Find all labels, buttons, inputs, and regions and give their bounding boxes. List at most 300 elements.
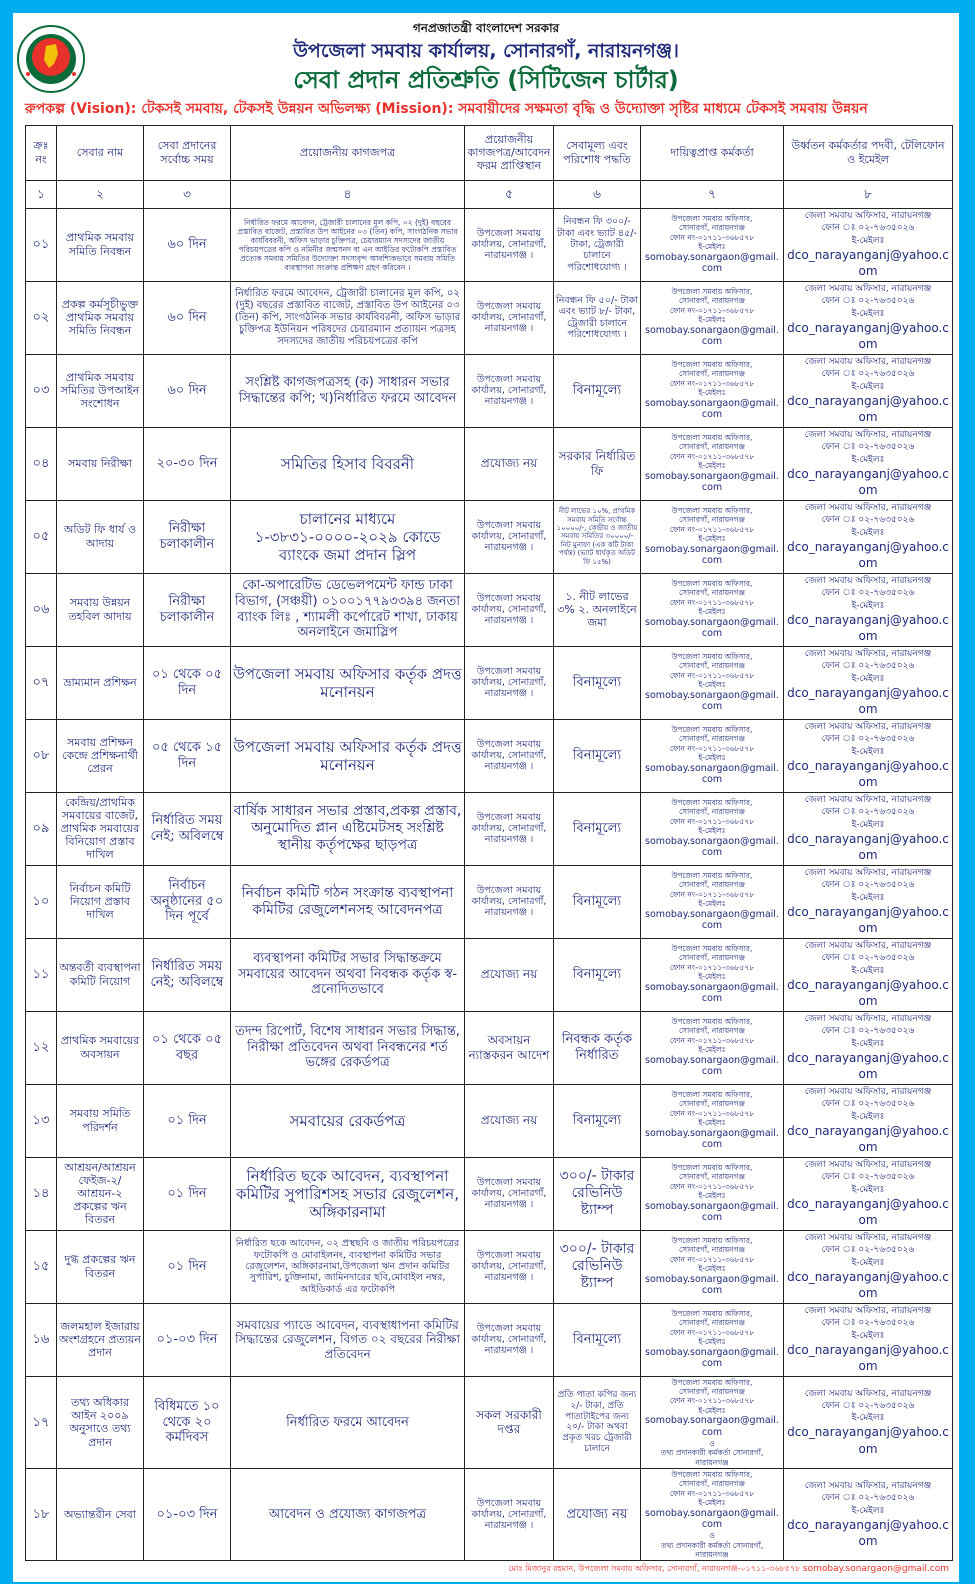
officer-email-label: ই-মেইলঃ: [698, 1045, 726, 1055]
table-row: [26, 1230, 953, 1303]
superior-email: dco_narayanganj@yahoo.com: [787, 977, 949, 1008]
service-name: অন্তবর্তী ব্যবস্থাপনা কমিটি নিয়োগ: [57, 938, 144, 1011]
footer-credit-text: মোঃ মিজানুর রহমান, উপজেলা সমবায় অফিসার, সোনারগাঁ, নারায়নগঞ্জ-০১৭১১-৩৬৮৫৭৮: [508, 1564, 801, 1574]
serial-number: ০৪: [26, 427, 57, 500]
superior-officer: [784, 792, 953, 865]
superior-email: dco_narayanganj@yahoo.com: [787, 1123, 949, 1154]
officer-email-label: ই-মেইলঃ: [698, 607, 726, 617]
required-documents: সমবায়ের প্যাডে আবেদন, ব্যবস্থাধাপনা কমিটির সিদ্ধান্তের রেজুলেশন, বিগত ০২ বছরের নিরীক্ষা প্রতিবেদন: [231, 1303, 465, 1376]
serial-number: ১৩: [26, 1084, 57, 1157]
officer-email: somobay.sonargaon@gmail.com: [645, 1200, 779, 1224]
officer-email-label: ই-মেইলঃ: [698, 1405, 726, 1415]
service-name: অডিট ফি ধার্য ও আদায়: [57, 500, 144, 573]
officer-line1: উপজেলা সমবায় অফিসার,: [671, 1017, 753, 1027]
table-row: [26, 427, 953, 500]
superior-email-label: ই-মেইলঃ: [851, 673, 885, 684]
service-name: কেন্দ্রিয়/প্রাথমিক সমবায়ের বাজেট, প্রাথমিক সমবায়ের বিনিয়োগ প্রস্তাব দাখিল: [57, 792, 144, 865]
superior-phone: ফোন ঃ ০২-৭৬৩৫০২৬: [821, 1493, 915, 1504]
superior-phone: ফোন ঃ ০২-৭৬৩৫০২৬: [821, 369, 915, 380]
government-heading: গনপ্রজাতন্ত্রী বাংলাদেশ সরকার: [412, 21, 560, 35]
officer-phone: ফোন নং-০১৭১১-৩৬৮৫৭৮: [669, 232, 755, 242]
serial-number: ০৬: [26, 573, 57, 646]
responsible-officer: [641, 792, 784, 865]
form-source: উপজেলা সমবায় কার্যালয়, সোনারগাঁ, নারায়নগঞ্জ ।: [465, 1230, 554, 1303]
serial-number: ০৭: [26, 646, 57, 719]
superior-officer: [784, 1084, 953, 1157]
responsible-officer: [641, 281, 784, 354]
superior-line1: জেলা সমবায় অফিসার, নারায়নগঞ্জ: [804, 1388, 932, 1399]
table-row: [26, 500, 953, 573]
required-documents: নির্ধারিত ছকে আবেদন, ০২ প্রস্থছবি ও জাতীয় পরিচয়পত্রের ফটোকপি ও মোবাইলনং, ব্যবস্থাপনা কমিটির সভার রেজুলেশন, অঙ্গিকারনামা,উপজেলা ঋন প্রদান কমিটির সুপারিশ, চুক্তিনামা, জামিনদারের ছবি,মোবাইল নম্বর, আইডিকার্ড এর ফটোকপি: [231, 1230, 465, 1303]
superior-email: dco_narayanganj@yahoo.com: [787, 466, 949, 497]
superior-phone: ফোন ঃ ০২-৭৬৩৫০২৬: [821, 953, 915, 964]
required-documents: নির্ধারিত ছকে আবেদন, ব্যবস্থাপনা কমিটির সুপারিশসহ সভার রেজুলেশন, অঙ্গিকারনামা: [231, 1157, 465, 1230]
superior-officer: [784, 1376, 953, 1468]
officer-phone: ফোন নং-০১৭১১-৩৬৮৫৭৮: [669, 962, 755, 972]
responsible-officer: [641, 208, 784, 281]
government-seal-logo: [16, 24, 86, 94]
fee-payment: বিনামূল্যে: [554, 719, 641, 792]
service-name: প্রাথমিক সমবায়ের অবসায়ন: [57, 1011, 144, 1084]
form-source: প্রযোজ্য নয়: [465, 1084, 554, 1157]
footer-credit: [13, 1564, 949, 1576]
officer-email: somobay.sonargaon@gmail.com: [645, 251, 779, 275]
superior-officer: [784, 719, 953, 792]
officer-line1: উপজেলা সমবায় অফিসার,: [671, 214, 753, 224]
officer-and: ও: [709, 1531, 715, 1541]
responsible-officer: [641, 1157, 784, 1230]
officer-line1: উপজেলা সমবায় অফিসার,: [671, 287, 753, 297]
officer-line1: উপজেলা সমবায় অফিসার,: [671, 1163, 753, 1173]
required-documents: বার্ষিক সাধারন সভার প্রস্তাব,প্রকল্প প্রস্তাব, অনুমোদিত প্লান এষ্টিমেটসহ সংশ্লিষ্ট স্থানীয় কর্তৃপক্ষের ছাড়পত্র: [231, 792, 465, 865]
superior-email-label: ই-মেইলঃ: [851, 1505, 885, 1516]
officer-line1: উপজেলা সমবায় অফিসার,: [671, 798, 753, 808]
page-header: [13, 21, 959, 96]
superior-email-label: ই-মেইলঃ: [851, 1184, 885, 1195]
superior-email-label: ই-মেইলঃ: [851, 1038, 885, 1049]
fee-payment: বিনামূল্যে: [554, 1303, 641, 1376]
service-name: সমবায় উন্নয়ন তহবিল আদায়: [57, 573, 144, 646]
officer-phone: ফোন নং-০১৭১১-৩৬৮৫৭৮: [669, 816, 755, 826]
office-heading: উপজেলা সমবায় কার্যালয়, সোনারগাঁ, নারায়নগঞ্জ।: [293, 39, 679, 62]
fee-payment: নিবন্ধক কর্তৃক নির্ধারিত: [554, 1011, 641, 1084]
officer-phone: ফোন নং-০১৭১১-৩৬৮৫৭৮: [669, 524, 755, 534]
responsible-officer: [641, 1376, 784, 1468]
required-documents: নির্ধারিত ফরমে আবেদন, ট্রেজারী চালানের মূল কপি, ০২ (দুই) বছরের প্রস্তাবিত বাজেট, প্রস্তাবিত উপ আইনের ০৩ (তিন) কপি, সাংগঠনিক সভার কার্যবিবরনী, অফিস ভাড়ার চুক্তিপত্র ইউনিয়ন পরিষদের চেয়ারম্যান প্রত্যায়ন পত্রসহ সদস্যদের জাতীয় পরিচয়পত্রের কপি: [231, 281, 465, 354]
officer-info-officer: তথ্য প্রদানকারী কর্মকর্তা সোনারগাঁ, নারায়নগঞ্জ: [660, 1540, 764, 1560]
officer-email-label: ই-মেইলঃ: [698, 1498, 726, 1508]
form-source: উপজেলা সমবায় কার্যালয়, সোনারগাঁ, নারায়নগঞ্জ ।: [465, 354, 554, 427]
form-source: উপজেলা সমবায় কার্যালয়, সোনারগাঁ, নারায়নগঞ্জ ।: [465, 1157, 554, 1230]
superior-phone: ফোন ঃ ০২-৭৬৩৫০২৬: [821, 807, 915, 818]
superior-officer: [784, 1230, 953, 1303]
superior-phone: ফোন ঃ ০২-৭৬৩৫০২৬: [821, 442, 915, 453]
officer-line2: সোনারগাঁ, নারায়নগঞ্জ: [679, 661, 745, 671]
service-name: আশ্রয়ন/আশ্রয়ন ফেইজ-২/ আশ্রয়ন-২ প্রকল্পের ঋন বিতরন: [57, 1157, 144, 1230]
officer-line2: সোনারগাঁ, নারায়নগঞ্জ: [679, 953, 745, 963]
service-name: সমবায় প্রশিক্ষন কেন্দ্রে প্রশিক্ষনার্থী প্রেরন: [57, 719, 144, 792]
officer-email: somobay.sonargaon@gmail.com: [645, 616, 779, 640]
superior-line1: জেলা সমবায় অফিসার, নারায়নগঞ্জ: [804, 211, 932, 222]
superior-phone: ফোন ঃ ০২-৭৬৩৫০২৬: [821, 661, 915, 672]
officer-line1: উপজেলা সমবায় অফিসার,: [671, 1470, 753, 1480]
responsible-officer: [641, 865, 784, 938]
column-number: ৪: [231, 180, 465, 208]
table-row: [26, 865, 953, 938]
service-name: তথ্য অধিকার আইন ২০০৯ অনুসাওে তথ্য প্রদান: [57, 1376, 144, 1468]
officer-phone: ফোন নং-০১৭১১-৩৬৮৫৭৮: [669, 670, 755, 680]
superior-line1: জেলা সমবায় অফিসার, নারায়নগঞ্জ: [804, 284, 932, 295]
officer-email-label: ই-মেইলঃ: [698, 534, 726, 544]
max-time: ৬০ দিন: [144, 281, 231, 354]
superior-email: dco_narayanganj@yahoo.com: [787, 612, 949, 643]
officer-email-label: ই-মেইলঃ: [698, 242, 726, 252]
header-row: [26, 125, 953, 180]
table-row: [26, 281, 953, 354]
superior-officer: [784, 865, 953, 938]
superior-phone: ফোন ঃ ০২-৭৬৩৫০২৬: [821, 1099, 915, 1110]
superior-phone: ফোন ঃ ০২-৭৬৩৫০২৬: [821, 1401, 915, 1412]
officer-email: somobay.sonargaon@gmail.com: [645, 1273, 779, 1297]
superior-email: dco_narayanganj@yahoo.com: [787, 1425, 949, 1456]
officer-line1: উপজেলা সমবায় অফিসার,: [671, 1090, 753, 1100]
column-number-row: [26, 180, 953, 208]
superior-officer: [784, 500, 953, 573]
column-number: ৭: [641, 180, 784, 208]
service-name: সমবায় নিরীক্ষা: [57, 427, 144, 500]
serial-number: ১৫: [26, 1230, 57, 1303]
officer-line2: সোনারগাঁ, নারায়নগঞ্জ: [679, 1387, 745, 1397]
superior-email: dco_narayanganj@yahoo.com: [787, 1269, 949, 1300]
column-number: ৫: [465, 180, 554, 208]
officer-line2: সোনারগাঁ, নারায়নগঞ্জ: [679, 807, 745, 817]
superior-phone: ফোন ঃ ০২-৭৬৩৫০২৬: [821, 880, 915, 891]
max-time: নির্বাচন অনুষ্ঠানের ৫০ দিন পূর্বে: [144, 865, 231, 938]
required-documents: সংশ্লিষ্ট কাগজপত্রসহ (ক) সাধারন সভার সিদ্ধান্তের কপি; খ)নির্ধারিত ফরমে আবেদন: [231, 354, 465, 427]
fee-payment: বিনামূল্যে: [554, 1084, 641, 1157]
responsible-officer: [641, 1469, 784, 1561]
form-source: প্রযোজ্য নয়: [465, 938, 554, 1011]
superior-line1: জেলা সমবায় অফিসার, নারায়নগঞ্জ: [804, 1233, 932, 1244]
serial-number: ১১: [26, 938, 57, 1011]
form-source: উপজেলা সমবায় কার্যালয়, সোনারগাঁ, নারায়নগঞ্জ ।: [465, 792, 554, 865]
responsible-officer: [641, 1084, 784, 1157]
form-source: সকল সরকারী দপ্তর: [465, 1376, 554, 1468]
serial-number: ১৬: [26, 1303, 57, 1376]
officer-email: somobay.sonargaon@gmail.com: [645, 762, 779, 786]
service-name: অভ্যান্তরীন সেবা: [57, 1469, 144, 1561]
fee-payment: প্রযোজ্য নয়: [554, 1469, 641, 1561]
max-time: ২০-৩০ দিন: [144, 427, 231, 500]
superior-email-label: ই-মেইলঃ: [851, 892, 885, 903]
officer-email-label: ই-মেইলঃ: [698, 826, 726, 836]
service-name: সমবায় সমিতি পরিদর্শন: [57, 1084, 144, 1157]
service-name: প্রাথমিক সমবায় সমিতি নিবন্ধন: [57, 208, 144, 281]
max-time: বিধিমতে ১০ থেকে ২০ কর্মদিবস: [144, 1376, 231, 1468]
superior-email: dco_narayanganj@yahoo.com: [787, 904, 949, 935]
required-documents: তদন্দ রিপোর্ট, বিশেষ সাধারন সভার সিদ্ধান্ত, নিরীক্ষা প্রতিবেদন অথবা নিবন্ধনের শর্ত ভঙ্গের রেকর্ডপত্র: [231, 1011, 465, 1084]
officer-email-label: ই-মেইলঃ: [698, 1337, 726, 1347]
officer-line2: সোনারগাঁ, নারায়নগঞ্জ: [679, 1245, 745, 1255]
table-row: [26, 573, 953, 646]
column-number: ৬: [554, 180, 641, 208]
service-name: জলমহাল ইজারায় অংশগ্রহনে প্রত্যয়ন প্রদান: [57, 1303, 144, 1376]
responsible-officer: [641, 500, 784, 573]
officer-email: somobay.sonargaon@gmail.com: [645, 543, 779, 567]
header-serial: ক্রঃ নং: [26, 125, 57, 180]
superior-line1: জেলা সমবায় অফিসার, নারায়নগঞ্জ: [804, 357, 932, 368]
table-row: [26, 354, 953, 427]
officer-line2: সোনারগাঁ, নারায়নগঞ্জ: [679, 296, 745, 306]
required-documents: ব্যবস্থাপনা কমিটির সভার সিদ্ধান্তক্রমে সমবায়ের আবেদন অথবা নিবন্ধক কর্তৃক স্ব-প্রনোদিতভাবে: [231, 938, 465, 1011]
max-time: ০১ দিন: [144, 1084, 231, 1157]
vision-mission-statement: রুপকল্প (Vision): টেকসই সমবায়, টেকসই উন্নয়ন অভিলক্ষ্য (Mission): সমবায়ীদের সক্ষমতা বৃদ্ধি ও উদ্যোক্তা সৃষ্টির মাধ্যমে টেকসই সমবায় উন্নয়ন: [25, 101, 868, 118]
responsible-officer: [641, 427, 784, 500]
max-time: নিরীক্ষা চলাকালীন: [144, 500, 231, 573]
superior-line1: জেলা সমবায় অফিসার, নারায়নগঞ্জ: [804, 868, 932, 879]
officer-line2: সোনারগাঁ, নারায়নগঞ্জ: [679, 1318, 745, 1328]
required-documents: নির্ধারিত ফরমে আবেদন: [231, 1376, 465, 1468]
officer-email: somobay.sonargaon@gmail.com: [645, 908, 779, 932]
table-row: [26, 646, 953, 719]
table-row: [26, 1469, 953, 1561]
superior-email: dco_narayanganj@yahoo.com: [787, 1196, 949, 1227]
fee-payment: নিবন্ধন ফি ৫০/- টাকা এবং ভ্যাট ৮/- টাকা, ট্রেজারী চালানে পরিশোধযোগ্য ।: [554, 281, 641, 354]
max-time: ৬০ দিন: [144, 354, 231, 427]
officer-email-label: ই-মেইলঃ: [698, 388, 726, 398]
superior-email-label: ই-মেইলঃ: [851, 746, 885, 757]
service-name: দুগ্ধ প্রকল্পের ঋন বিতরন: [57, 1230, 144, 1303]
officer-email-label: ই-মেইলঃ: [698, 899, 726, 909]
document-panel: [13, 13, 959, 1582]
officer-email: somobay.sonargaon@gmail.com: [645, 470, 779, 494]
superior-email: dco_narayanganj@yahoo.com: [787, 247, 949, 278]
column-number: ১: [26, 180, 57, 208]
form-source: উপজেলা সমবায় কার্যালয়, সোনারগাঁ, নারায়নগঞ্জ ।: [465, 1469, 554, 1561]
officer-line1: উপজেলা সমবায় অফিসার,: [671, 579, 753, 589]
officer-line2: সোনারগাঁ, নারায়নগঞ্জ: [679, 369, 745, 379]
fee-payment: বিনামূল্যে: [554, 938, 641, 1011]
fee-payment: ১. নীট লাভের ৩% ২. অনলাইনে জমা: [554, 573, 641, 646]
officer-line1: উপজেলা সমবায় অফিসার,: [671, 652, 753, 662]
page-title: সেবা প্রদান প্রতিশ্রুতি (সিটিজেন চার্টার): [293, 66, 679, 95]
column-number: ২: [57, 180, 144, 208]
officer-line2: সোনারগাঁ, নারায়নগঞ্জ: [679, 880, 745, 890]
responsible-officer: [641, 646, 784, 719]
officer-line1: উপজেলা সমবায় অফিসার,: [671, 506, 753, 516]
serial-number: ০৮: [26, 719, 57, 792]
officer-phone: ফোন নং-০১৭১১-৩৬৮৫৭৮: [669, 1327, 755, 1337]
service-name: ভ্রাম্যমান প্রশিক্ষন: [57, 646, 144, 719]
citizen-charter-table: [25, 125, 953, 1562]
officer-phone: ফোন নং-০১৭১১-৩৬৮৫৭৮: [669, 889, 755, 899]
superior-phone: ফোন ঃ ০২-৭৬৩৫০২৬: [821, 734, 915, 745]
officer-email: somobay.sonargaon@gmail.com: [645, 1054, 779, 1078]
serial-number: ০৩: [26, 354, 57, 427]
serial-number: ১০: [26, 865, 57, 938]
serial-number: ১২: [26, 1011, 57, 1084]
superior-line1: জেলা সমবায় অফিসার, নারায়নগঞ্জ: [804, 1160, 932, 1171]
superior-phone: ফোন ঃ ০২-৭৬৩৫০২৬: [821, 1318, 915, 1329]
officer-line2: সোনারগাঁ, নারায়নগঞ্জ: [679, 1172, 745, 1182]
service-name: প্রকল্প কর্মসূচীভুক্ত প্রাথমিক সমবায় সমিতি নিবন্ধন: [57, 281, 144, 354]
required-documents: চালানের মাধ্যমে ১-৩৮৩১-০০০০-২০২৯ কোডে ব্যাংকে জমা প্রদান স্লিপ: [231, 500, 465, 573]
superior-line1: জেলা সমবায় অফিসার, নারায়নগঞ্জ: [804, 649, 932, 660]
superior-officer: [784, 1011, 953, 1084]
superior-officer: [784, 208, 953, 281]
required-documents: সমবায়ের রেকর্ডপত্র: [231, 1084, 465, 1157]
max-time: ৬০ দিন: [144, 208, 231, 281]
header-superior-officer: উর্ধ্বতন কর্মকর্তার পদবী, টেলিফোন ও ইমেইল: [784, 125, 953, 180]
form-source: উপজেলা সমবায় কার্যালয়, সোনারগাঁ, নারায়নগঞ্জ ।: [465, 573, 554, 646]
superior-phone: ফোন ঃ ০২-৭৬৩৫০২৬: [821, 1245, 915, 1256]
officer-phone: ফোন নং-০১৭১১-৩৬৮৫৭৮: [669, 1396, 755, 1406]
superior-officer: [784, 646, 953, 719]
required-documents: নির্ধারিত ফরমে আবেদন, ট্রেজারী চালানের মূল কপি, ০২ (দুই) বছরের প্রস্তাবিত বাজেট, প্রস্তাবিত উপ আইনের ০৩ (তিন) কপি, সাংগঠনিক সভার কার্যবিবরনী, অফিস ভাড়ার চুক্তিপত্র, চেয়ারম্যান সদস্যদের জাতীয় পরিচয়পত্রের কপি ও নমিনীর জন্মসনদ বা এন আইডির ফটোকপি প্রস্তাবিত প্রত্যেক সমবায় সমিতির উদ্যোক্তা সদস্যবৃন্দ আবশ্যিকভাবে সমবায় সমিতি ব্যবস্থাপনা সংক্রান্ত প্রশিক্ষণ গ্রহণ করিবেন ।: [231, 208, 465, 281]
superior-email-label: ই-মেইলঃ: [851, 454, 885, 465]
superior-phone: ফোন ঃ ০২-৭৬৩৫০২৬: [821, 588, 915, 599]
officer-line1: উপজেলা সমবায় অফিসার,: [671, 1309, 753, 1319]
responsible-officer: [641, 719, 784, 792]
superior-line1: জেলা সমবায় অফিসার, নারায়নগঞ্জ: [804, 1087, 932, 1098]
fee-payment: বিনামূল্যে: [554, 354, 641, 427]
superior-email-label: ই-মেইলঃ: [851, 965, 885, 976]
required-documents: সমিতির হিসাব বিবরনী: [231, 427, 465, 500]
responsible-officer: [641, 573, 784, 646]
max-time: ০১ দিন: [144, 1157, 231, 1230]
superior-line1: জেলা সমবায় অফিসার, নারায়নগঞ্জ: [804, 1481, 932, 1492]
superior-email: dco_narayanganj@yahoo.com: [787, 1342, 949, 1373]
max-time: নিরীক্ষা চলাকালীন: [144, 573, 231, 646]
fee-payment: ৩০০/- টাকার রেভিনিউ ষ্ট্যাম্প: [554, 1157, 641, 1230]
fee-payment: নীট লাভের ১০%, প্রাথমিক সমবায় সমিতি সর্বোচ্চ ১০০০০/-, কেন্দ্রীয় ও জাতীয় সমবায় সমিতির ৩০০০০/- নিট মুনাফা (এক কটি টাকা পর্যন্ত) (ভ্যাট ধার্যকৃত অডিট ফি ১৫%): [554, 500, 641, 573]
superior-email-label: ই-মেইলঃ: [851, 819, 885, 830]
officer-email: somobay.sonargaon@gmail.com: [645, 397, 779, 421]
superior-email: dco_narayanganj@yahoo.com: [787, 320, 949, 351]
superior-line1: জেলা সমবায় অফিসার, নারায়নগঞ্জ: [804, 576, 932, 587]
service-name: নির্বাচন কমিটি নিয়োগ প্রস্তাব দাখিল: [57, 865, 144, 938]
officer-email: somobay.sonargaon@gmail.com: [645, 324, 779, 348]
max-time: ০৫ থেকে ১৫ দিন: [144, 719, 231, 792]
officer-line2: সোনারগাঁ, নারায়নগঞ্জ: [679, 588, 745, 598]
superior-email-label: ই-মেইলঃ: [851, 527, 885, 538]
officer-email: somobay.sonargaon@gmail.com: [645, 1415, 779, 1439]
form-source: উপজেলা সমবায় কার্যালয়, সোনারগাঁ, নারায়নগঞ্জ ।: [465, 1303, 554, 1376]
superior-officer: [784, 938, 953, 1011]
fee-payment: বিনামূল্যে: [554, 646, 641, 719]
form-source: প্রযোজ্য নয়: [465, 427, 554, 500]
officer-phone: ফোন নং-০১৭১১-৩৬৮৫৭৮: [669, 1108, 755, 1118]
officer-email-label: ই-মেইলঃ: [698, 461, 726, 471]
form-source: উপজেলা সমবায় কার্যালয়, সোনারগাঁ, নারায়নগঞ্জ ।: [465, 281, 554, 354]
max-time: ০১ থেকে ০৫ বছর: [144, 1011, 231, 1084]
superior-line1: জেলা সমবায় অফিসার, নারায়নগঞ্জ: [804, 1306, 932, 1317]
required-documents: উপজেলা সমবায় অফিসার কর্তৃক প্রদত্ত মনোনয়ন: [231, 646, 465, 719]
officer-line1: উপজেলা সমবায় অফিসার,: [671, 944, 753, 954]
table-row: [26, 1376, 953, 1468]
officer-phone: ফোন নং-০১৭১১-৩৬৮৫৭৮: [669, 378, 755, 388]
superior-email: dco_narayanganj@yahoo.com: [787, 685, 949, 716]
officer-line1: উপজেলা সমবায় অফিসার,: [671, 871, 753, 881]
officer-phone: ফোন নং-০১৭১১-৩৬৮৫৭৮: [669, 1035, 755, 1045]
officer-email-label: ই-মেইলঃ: [698, 315, 726, 325]
form-source: উপজেলা সমবায় কার্যালয়, সোনারগাঁ, নারায়নগঞ্জ ।: [465, 719, 554, 792]
superior-officer: [784, 1157, 953, 1230]
header-fee-payment: সেবামূল্য এবং পরিশোধ পদ্ধতি: [554, 125, 641, 180]
table-row: [26, 1084, 953, 1157]
superior-email: dco_narayanganj@yahoo.com: [787, 539, 949, 570]
table-row: [26, 792, 953, 865]
officer-email-label: ই-মেইলঃ: [698, 1191, 726, 1201]
superior-line1: জেলা সমবায় অফিসার, নারায়নগঞ্জ: [804, 722, 932, 733]
form-source: অবসায়ন ন্যাস্তকরন আদেশ: [465, 1011, 554, 1084]
superior-email-label: ই-মেইলঃ: [851, 600, 885, 611]
officer-email: somobay.sonargaon@gmail.com: [645, 1127, 779, 1151]
superior-email-label: ই-মেইলঃ: [851, 235, 885, 246]
officer-email: somobay.sonargaon@gmail.com: [645, 1507, 779, 1531]
required-documents: নির্বাচন কমিটি গঠন সংক্রান্ত ব্যবস্থাপনা কমিটির রেজুলেশনসহ আবেদনপত্র: [231, 865, 465, 938]
officer-phone: ফোন নং-০১৭১১-৩৬৮৫৭৮: [669, 743, 755, 753]
superior-line1: জেলা সমবায় অফিসার, নারায়নগঞ্জ: [804, 1014, 932, 1025]
responsible-officer: [641, 354, 784, 427]
officer-phone: ফোন নং-০১৭১১-৩৬৮৫৭৮: [669, 305, 755, 315]
responsible-officer: [641, 938, 784, 1011]
superior-officer: [784, 1469, 953, 1561]
officer-line2: সোনারগাঁ, নারায়নগঞ্জ: [679, 1026, 745, 1036]
serial-number: ০৫: [26, 500, 57, 573]
header-required-documents: প্রয়োজনীয় কাগজপত্র: [231, 125, 465, 180]
fee-payment: বিনামূল্যে: [554, 792, 641, 865]
required-documents: কো-অপারেটিভ ডেভেলপমেন্ট ফান্ড ঢাকা বিভাগ, (সঞ্চয়ী) ০১০০১৭৭৯৩৩৯৪ জনতা ব্যাংক লিঃ , শ্যামলী কর্পোরেট শাখা, ঢাকায় অনলাইনে জমাস্লিপ: [231, 573, 465, 646]
superior-officer: [784, 427, 953, 500]
superior-officer: [784, 1303, 953, 1376]
officer-phone: ফোন নং-০১৭১১-৩৬৮৫৭৮: [669, 1254, 755, 1264]
officer-line2: সোনারগাঁ, নারায়নগঞ্জ: [679, 734, 745, 744]
superior-email: dco_narayanganj@yahoo.com: [787, 393, 949, 424]
officer-phone: ফোন নং-০১৭১১-৩৬৮৫৭৮: [669, 1488, 755, 1498]
superior-officer: [784, 573, 953, 646]
header-responsible-officer: দায়িত্বপ্রাপ্ত কর্মকর্তা: [641, 125, 784, 180]
serial-number: ০১: [26, 208, 57, 281]
serial-number: ০৯: [26, 792, 57, 865]
superior-phone: ফোন ঃ ০২-৭৬৩৫০২৬: [821, 223, 915, 234]
form-source: উপজেলা সমবায় কার্যালয়, সোনারগাঁ, নারায়নগঞ্জ ।: [465, 500, 554, 573]
officer-line2: সোনারগাঁ, নারায়নগঞ্জ: [679, 223, 745, 233]
officer-email-label: ই-মেইলঃ: [698, 1118, 726, 1128]
superior-email-label: ই-মেইলঃ: [851, 1111, 885, 1122]
superior-officer: [784, 354, 953, 427]
officer-line2: সোনারগাঁ, নারায়নগঞ্জ: [679, 515, 745, 525]
superior-line1: জেলা সমবায় অফিসার, নারায়নগঞ্জ: [804, 795, 932, 806]
superior-email-label: ই-মেইলঃ: [851, 1413, 885, 1424]
officer-phone: ফোন নং-০১৭১১-৩৬৮৫৭৮: [669, 597, 755, 607]
service-name: প্রাথমিক সমবায় সমিতির উপআইন সংশোধন: [57, 354, 144, 427]
officer-line1: উপজেলা সমবায় অফিসার,: [671, 360, 753, 370]
max-time: নির্ধারিত সময় নেই; অবিলম্বে: [144, 792, 231, 865]
officer-email-label: ই-মেইলঃ: [698, 680, 726, 690]
superior-email: dco_narayanganj@yahoo.com: [787, 758, 949, 789]
header-form-source: প্রয়োজনীয় কাগজপত্র/আবেদন ফরম প্রাপ্তিস্থান: [465, 125, 554, 180]
header-max-time: সেবা প্রদানের সর্বোচ্চ সময়: [144, 125, 231, 180]
max-time: ০১-০৩ দিন: [144, 1303, 231, 1376]
form-source: উপজেলা সমবায় কার্যালয়, সোনারগাঁ, নারায়নগঞ্জ ।: [465, 865, 554, 938]
fee-payment: ৩০০/- টাকার রেভিনিউ ষ্ট্যাম্প: [554, 1230, 641, 1303]
officer-phone: ফোন নং-০১৭১১-৩৬৮৫৭৮: [669, 1181, 755, 1191]
header-service-name: সেবার নাম: [57, 125, 144, 180]
officer-line2: সোনারগাঁ, নারায়নগঞ্জ: [679, 442, 745, 452]
superior-line1: জেলা সমবায় অফিসার, নারায়নগঞ্জ: [804, 503, 932, 514]
officer-line1: উপজেলা সমবায় অফিসার,: [671, 1236, 753, 1246]
